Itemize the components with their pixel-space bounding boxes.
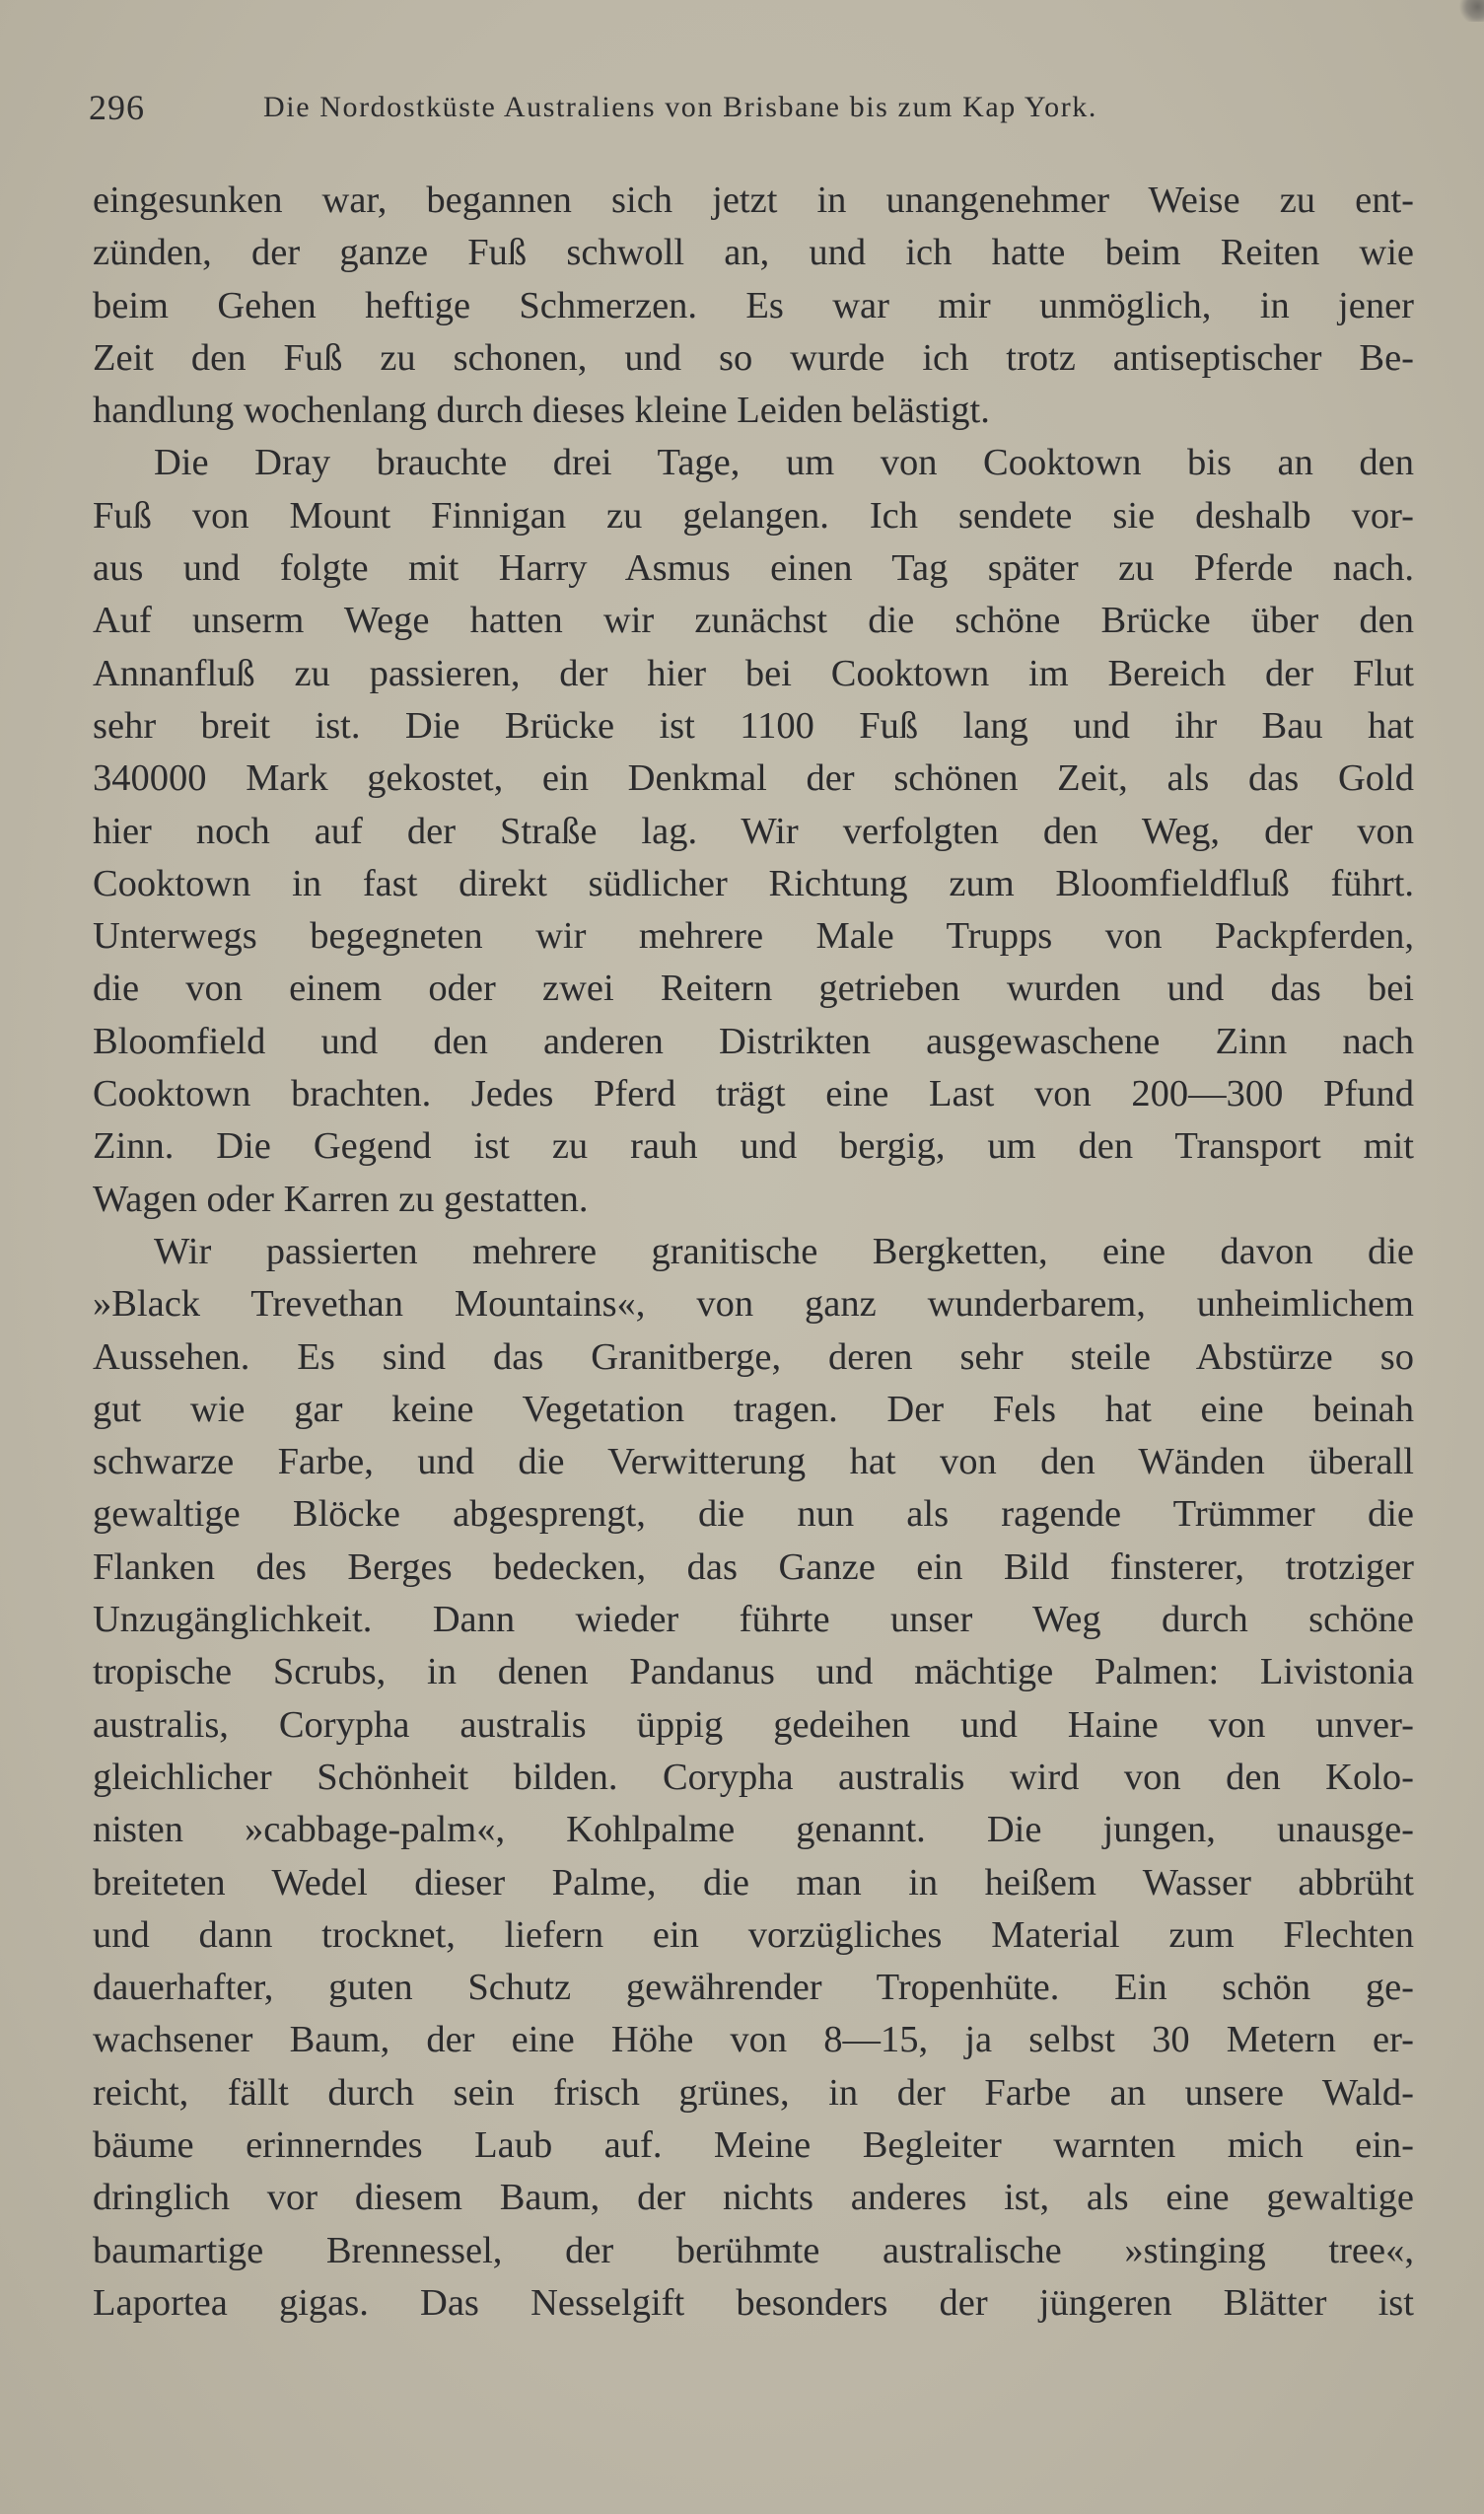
text-line: gewaltige Blöcke abgesprengt, die nun als ragende Trümmer die: [93, 1493, 1414, 1536]
page-header: [89, 87, 1242, 136]
text-line: reicht, fällt durch sein frisch grünes, in der Farbe an unsere Wald-: [93, 2071, 1414, 2114]
text-line: beim Gehen heftige Schmerzen. Es war mir unmöglich, in jener: [93, 284, 1414, 326]
text-line: Cooktown in fast direkt südlicher Richtung zum Bloomfieldfluß führt.: [93, 862, 1414, 904]
scan-corner-mark: [1458, 0, 1484, 22]
text-line: nisten »cabbage-palm«, Kohlpalme genannt. Die jungen, unausge-: [93, 1809, 1414, 1851]
text-line: eingesunken war, begannen sich jetzt in unangenehmer Weise zu ent-: [93, 180, 1414, 221]
text-line: Annanfluß zu passieren, der hier bei Cooktown im Bereich der Flut: [93, 652, 1414, 694]
text-line: dringlich vor diesem Baum, der nichts anderes ist, als eine gewaltige: [93, 2177, 1414, 2219]
text-line: Laportea gigas. Das Nesselgift besonders der jüngeren Blätter ist: [93, 2281, 1414, 2324]
text-line: australis, Corypha australis üppig gedeihen und Haine von unver-: [93, 1703, 1414, 1746]
text-line: Fuß von Mount Finnigan zu gelangen. Ich sendete sie deshalb vor-: [93, 494, 1414, 537]
text-line: schwarze Farbe, und die Verwitterung hat von den Wänden überall: [93, 1441, 1414, 1483]
text-line: Unzugänglichkeit. Dann wieder führte unser Weg durch schöne: [93, 1599, 1414, 1641]
text-line: dauerhafter, guten Schutz gewährender Tropenhüte. Ein schön ge-: [93, 1967, 1414, 2009]
text-line: aus und folgte mit Harry Asmus einen Tag später zu Pferde nach.: [93, 547, 1414, 590]
running-head: Die Nordostküste Australiens von Brisbane bis zum Kap York.: [263, 91, 1098, 123]
text-line: und dann trocknet, liefern ein vorzügliches Material zum Flechten: [93, 1913, 1414, 1956]
page-number: 296: [89, 88, 145, 127]
text-line: wachsener Baum, der eine Höhe von 8—15, ja selbst 30 Metern er-: [93, 2019, 1414, 2061]
text-line: baumartige Brennessel, der berühmte australische »stinging tree«,: [93, 2229, 1414, 2271]
text-line: hier noch auf der Straße lag. Wir verfolgten den Weg, der von: [93, 810, 1414, 852]
text-line: bäume erinnerndes Laub auf. Meine Begleiter warnten mich ein-: [93, 2123, 1414, 2166]
text-line: Bloomfield und den anderen Distrikten ausgewaschene Zinn nach: [93, 1020, 1414, 1062]
body-text: [93, 175, 1414, 2330]
text-line: Wir passierten mehrere granitische Bergketten, eine davon die: [154, 1230, 1414, 1272]
text-line: Zeit den Fuß zu schonen, und so wurde ich trotz antiseptischer Be-: [93, 336, 1414, 379]
text-line: Auf unserm Wege hatten wir zunächst die schöne Brücke über den: [93, 600, 1414, 642]
text-line: 340000 Mark gekostet, ein Denkmal der schönen Zeit, als das Gold: [93, 757, 1414, 800]
text-line: sehr breit ist. Die Brücke ist 1100 Fuß lang und ihr Bau hat: [93, 704, 1414, 747]
text-line: zünden, der ganze Fuß schwoll an, und ich hatte beim Reiten wie: [93, 232, 1414, 274]
text-line: Cooktown brachten. Jedes Pferd trägt eine Last von 200—300 Pfund: [93, 1073, 1414, 1115]
text-line: Flanken des Berges bedecken, das Ganze ein Bild finsterer, trotziger: [93, 1545, 1414, 1588]
text-line: die von einem oder zwei Reitern getrieben wurden und das bei: [93, 968, 1414, 1010]
text-line: breiteten Wedel dieser Palme, die man in heißem Wasser abbrüht: [93, 1861, 1414, 1903]
text-line: Zinn. Die Gegend ist zu rauh und bergig, um den Transport mit: [93, 1125, 1414, 1168]
text-line: Aussehen. Es sind das Granitberge, deren sehr steile Abstürze so: [93, 1335, 1414, 1378]
text-line: Wagen oder Karren zu gestatten.: [93, 1178, 589, 1220]
text-line: gut wie gar keine Vegetation tragen. Der Fels hat eine beinah: [93, 1388, 1414, 1430]
text-line: Unterwegs begegneten wir mehrere Male Trupps von Packpferden,: [93, 915, 1414, 958]
text-line: handlung wochenlang durch dieses kleine Leiden belästigt.: [93, 390, 990, 432]
text-line: »Black Trevethan Mountains«, von ganz wunderbarem, unheimlichem: [93, 1283, 1414, 1326]
text-line: gleichlicher Schönheit bilden. Corypha australis wird von den Kolo-: [93, 1756, 1414, 1798]
text-line: Die Dray brauchte drei Tage, um von Cooktown bis an den: [154, 442, 1414, 484]
text-line: tropische Scrubs, in denen Pandanus und mächtige Palmen: Livistonia: [93, 1651, 1414, 1693]
